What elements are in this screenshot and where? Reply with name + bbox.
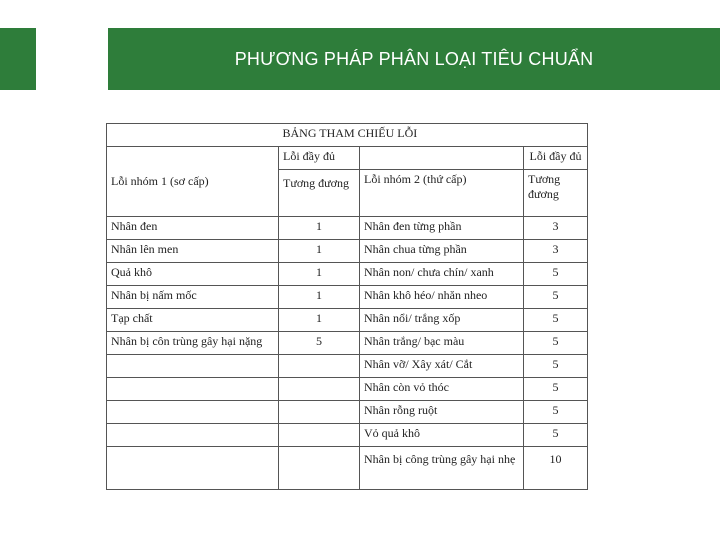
group2-defect-cell: Nhân còn vỏ thóc xyxy=(360,378,524,401)
defect-reference-table xyxy=(106,123,588,490)
table-caption: BẢNG THAM CHIẾU LỖI xyxy=(279,124,588,147)
group1-defect-cell xyxy=(107,424,279,447)
table-row xyxy=(107,355,588,378)
group1-value-cell: 1 xyxy=(279,217,360,240)
group2-value-cell: 5 xyxy=(524,286,588,309)
group2-value-cell: 5 xyxy=(524,378,588,401)
table-caption-spacer xyxy=(107,124,279,147)
header-equivalent-1: Tương đương xyxy=(279,170,360,217)
table-row xyxy=(107,447,588,490)
group1-value-cell xyxy=(279,401,360,424)
title-bar xyxy=(108,28,720,90)
group2-defect-cell: Nhân nổi/ trắng xốp xyxy=(360,309,524,332)
group1-value-cell: 1 xyxy=(279,263,360,286)
table-row xyxy=(107,286,588,309)
group1-defect-cell xyxy=(107,401,279,424)
header-full-defect-1: Lỗi đầy đủ xyxy=(279,147,360,170)
table-row xyxy=(107,263,588,286)
table-row xyxy=(107,332,588,355)
group1-value-cell: 1 xyxy=(279,309,360,332)
group1-value-cell xyxy=(279,447,360,490)
group2-value-cell: 3 xyxy=(524,217,588,240)
header-equivalent-2: Tương đương xyxy=(524,170,588,217)
group1-value-cell xyxy=(279,378,360,401)
header-empty xyxy=(360,147,524,170)
group2-defect-cell: Nhân non/ chưa chín/ xanh xyxy=(360,263,524,286)
table-row xyxy=(107,217,588,240)
table-row xyxy=(107,240,588,263)
group1-defect-cell xyxy=(107,355,279,378)
group1-defect-cell xyxy=(107,447,279,490)
group2-defect-cell: Nhân bị công trùng gây hại nhẹ xyxy=(360,447,524,490)
group2-value-cell: 5 xyxy=(524,401,588,424)
group1-defect-cell: Nhân bị nấm mốc xyxy=(107,286,279,309)
group1-defect-cell: Quả khô xyxy=(107,263,279,286)
group2-value-cell: 5 xyxy=(524,263,588,286)
group2-value-cell: 5 xyxy=(524,309,588,332)
group1-defect-cell: Nhân lên men xyxy=(107,240,279,263)
accent-block xyxy=(0,28,36,90)
group2-value-cell: 5 xyxy=(524,355,588,378)
group1-value-cell xyxy=(279,424,360,447)
group2-defect-cell: Nhân vỡ/ Xây xát/ Cắt xyxy=(360,355,524,378)
group1-value-cell xyxy=(279,355,360,378)
group1-defect-cell: Nhân đen xyxy=(107,217,279,240)
group2-value-cell: 10 xyxy=(524,447,588,490)
group1-defect-cell xyxy=(107,378,279,401)
group1-value-cell: 1 xyxy=(279,286,360,309)
page-title: PHƯƠNG PHÁP PHÂN LOẠI TIÊU CHUẨN xyxy=(234,48,594,69)
group2-value-cell: 5 xyxy=(524,332,588,355)
group1-value-cell: 1 xyxy=(279,240,360,263)
group2-value-cell: 5 xyxy=(524,424,588,447)
group1-value-cell: 5 xyxy=(279,332,360,355)
group2-value-cell: 3 xyxy=(524,240,588,263)
header-full-defect-2: Lỗi đầy đủ xyxy=(524,147,588,170)
header-group1: Lỗi nhóm 1 (sơ cấp) xyxy=(107,147,279,217)
table-row xyxy=(107,309,588,332)
table-row xyxy=(107,378,588,401)
group2-defect-cell: Nhân đen từng phần xyxy=(360,217,524,240)
table-row xyxy=(107,424,588,447)
group2-defect-cell: Nhân khô héo/ nhăn nheo xyxy=(360,286,524,309)
group1-defect-cell: Tạp chất xyxy=(107,309,279,332)
group1-defect-cell: Nhân bị côn trùng gây hại nặng xyxy=(107,332,279,355)
group2-defect-cell: Vỏ quả khô xyxy=(360,424,524,447)
header-group2: Lỗi nhóm 2 (thứ cấp) xyxy=(360,170,524,217)
group2-defect-cell: Nhân chua từng phần xyxy=(360,240,524,263)
group2-defect-cell: Nhân trắng/ bạc màu xyxy=(360,332,524,355)
group2-defect-cell: Nhân rỗng ruột xyxy=(360,401,524,424)
table-row xyxy=(107,401,588,424)
